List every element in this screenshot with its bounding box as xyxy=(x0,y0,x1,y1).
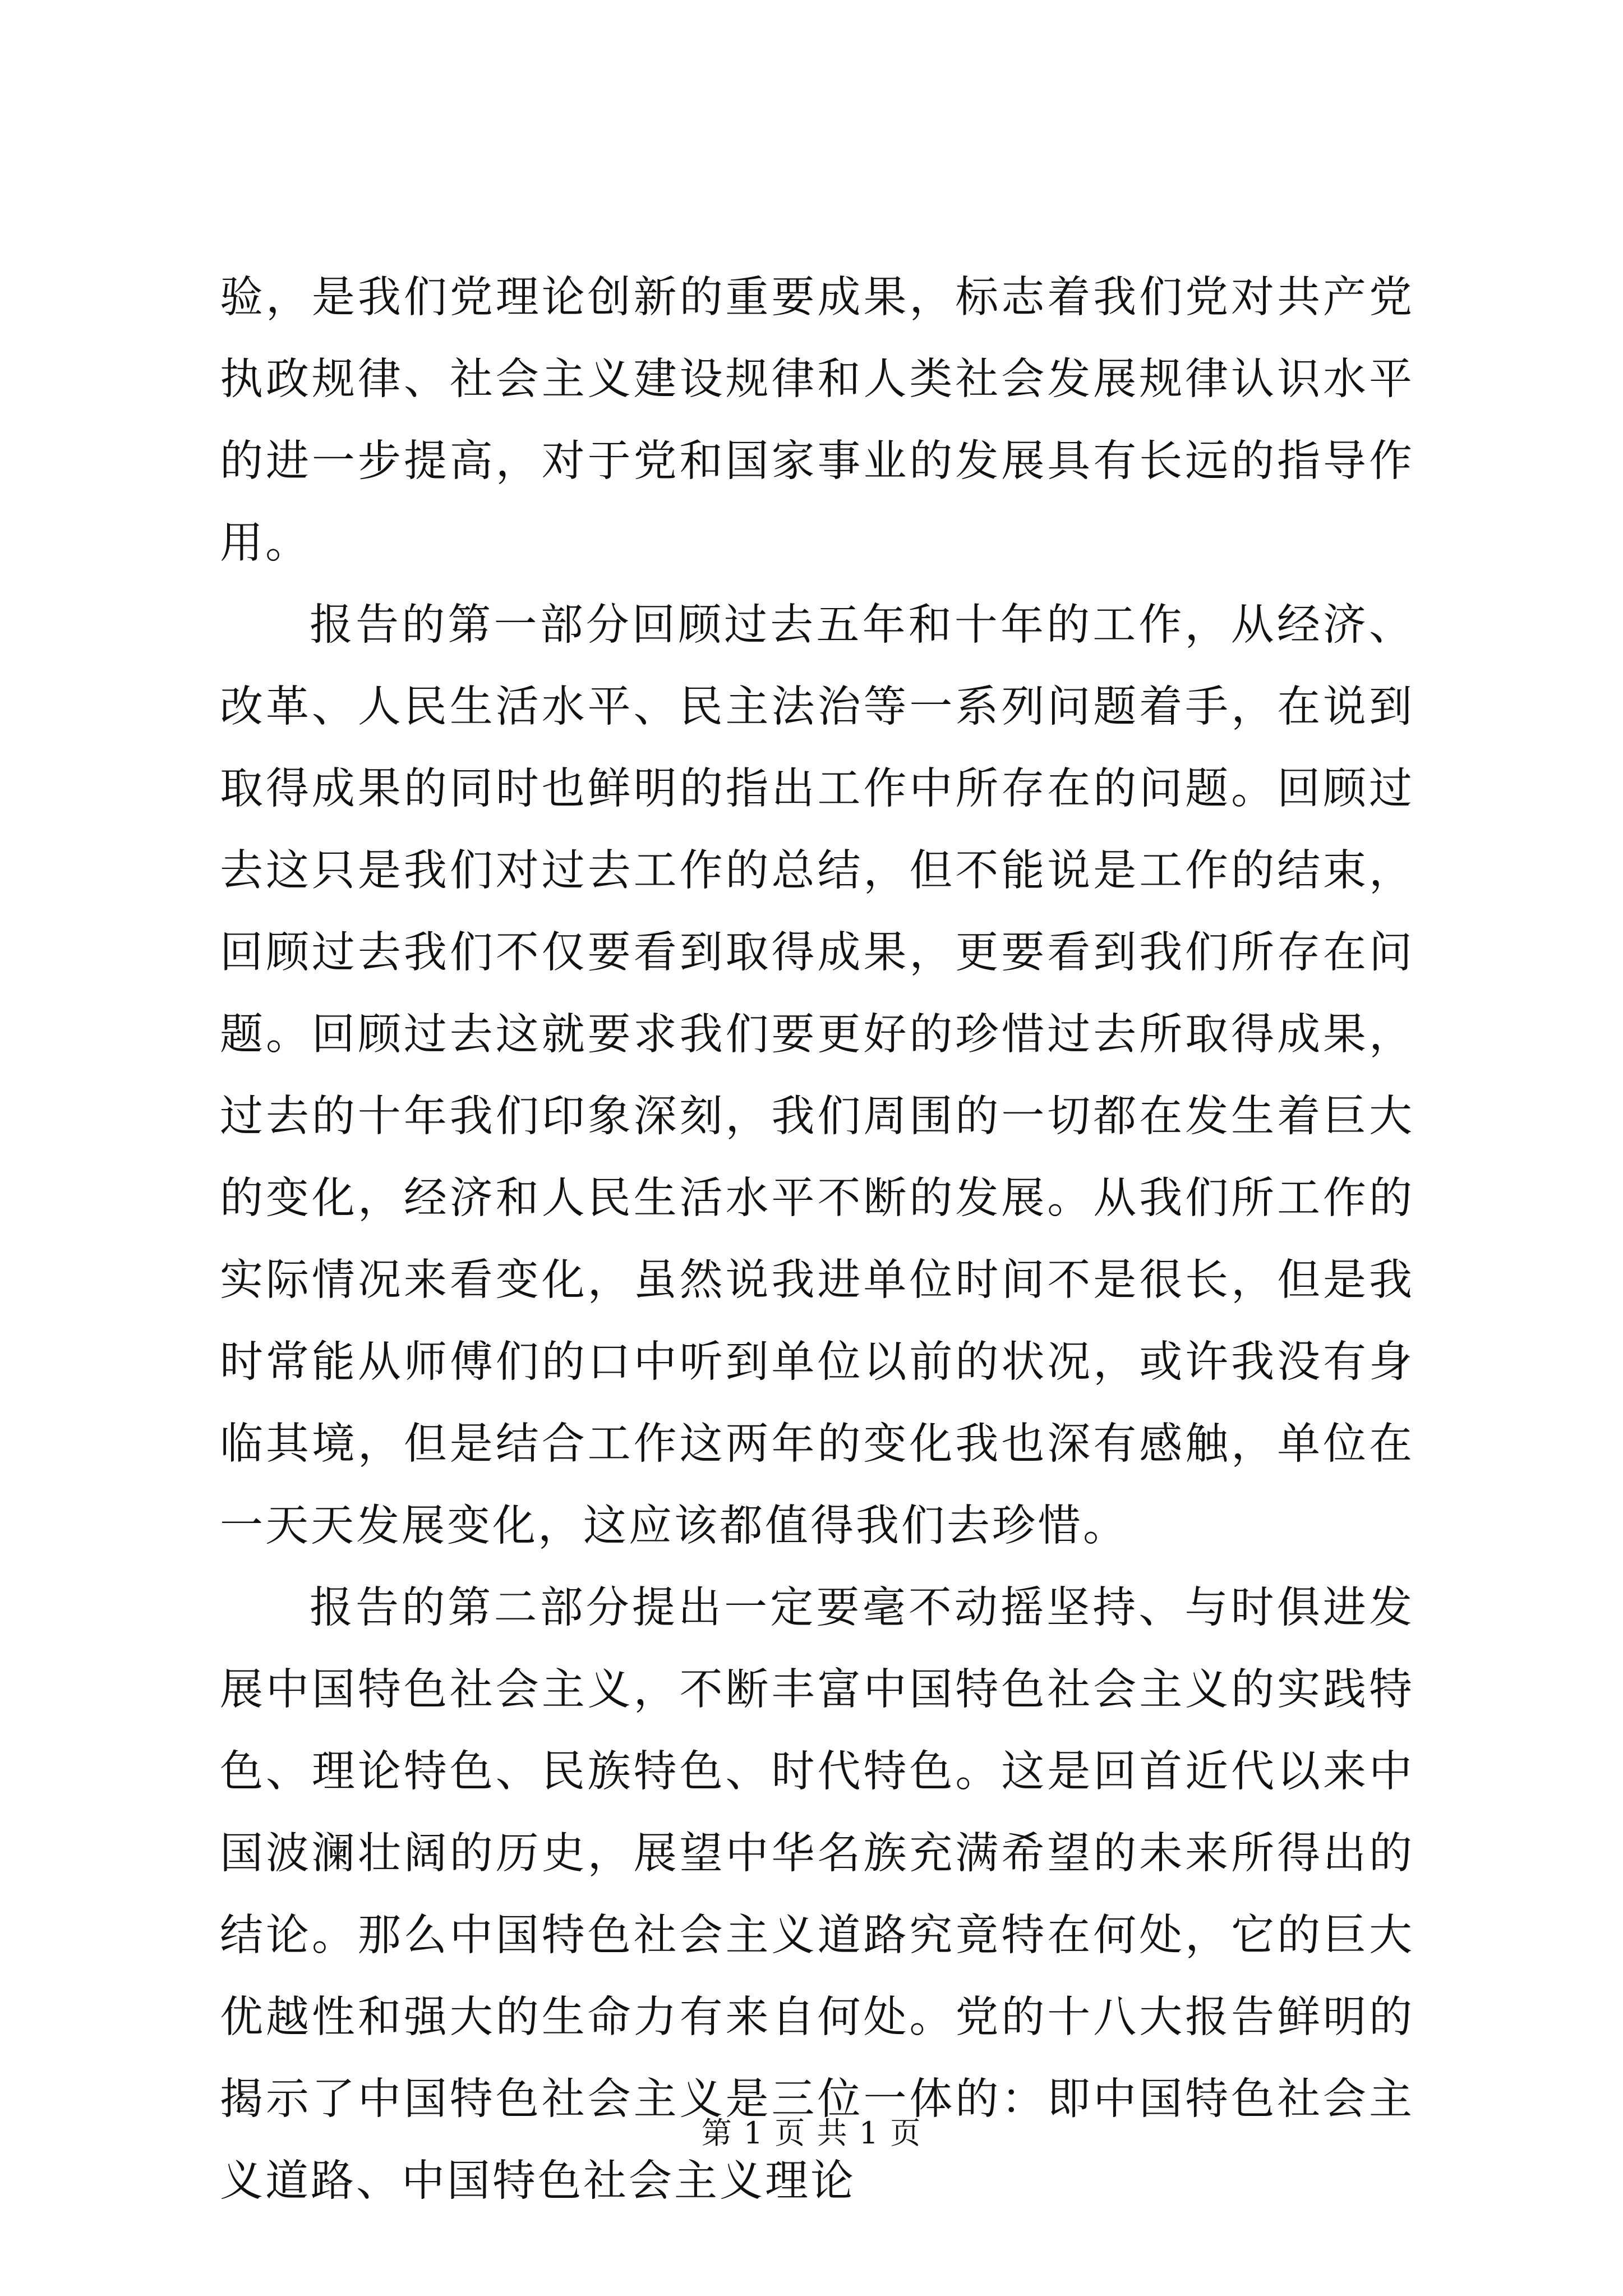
paragraph-1: 验，是我们党理论创新的重要成果，标志着我们党对共产党执政规律、社会主义建设规律和人类社会发展规律认识水平的进一步提高，对于党和国家事业的发展具有长远的指导作用。 xyxy=(220,273,1414,568)
paragraph-2: 报告的第一部分回顾过去五年和十年的工作，从经济、改革、人民生活水平、民主法治等一系列问题着手，在说到取得成果的同时也鲜明的指出工作中所存在的问题。回顾过去这只是我们对过去工作的总结，但不能说是工作的结束，回顾过去我们不仅要看到取得成果，更要看到我们所存在问题。回顾过去这就要求我们要更好的珍惜过去所取得成果，过去的十年我们印象深刻，我们周围的一切都在发生着巨大的变化，经济和人民生活水平不断的发展。从我们所工作的实际情况来看变化，虽然说我进单位时间不是很长，但是我时常能从师傅们的口中听到单位以前的状况，或许我没有身临其境，但是结合工作这两年的变化我也深有感触，单位在一天天发展变化，这应该都值得我们去珍惜。 xyxy=(220,600,1414,1551)
page-footer: 第 1 页 共 1 页 xyxy=(701,2115,922,2151)
document-body xyxy=(220,257,1414,2223)
paragraph-3: 报告的第二部分提出一定要毫不动摇坚持、与时俱进发展中国特色社会主义，不断丰富中国特色社会主义的实践特色、理论特色、民族特色、时代特色。这是回首近代以来中国波澜壮阔的历史，展望中华名族充满希望的未来所得出的结论。那么中国特色社会主义道路究竟特在何处，它的巨大优越性和强大的生命力有来自何处。党的十八大报告鲜明的揭示了中国特色社会主义是三位一体的：即中国特色社会主义道路、中国特色社会主义理论 xyxy=(220,1583,1414,2206)
